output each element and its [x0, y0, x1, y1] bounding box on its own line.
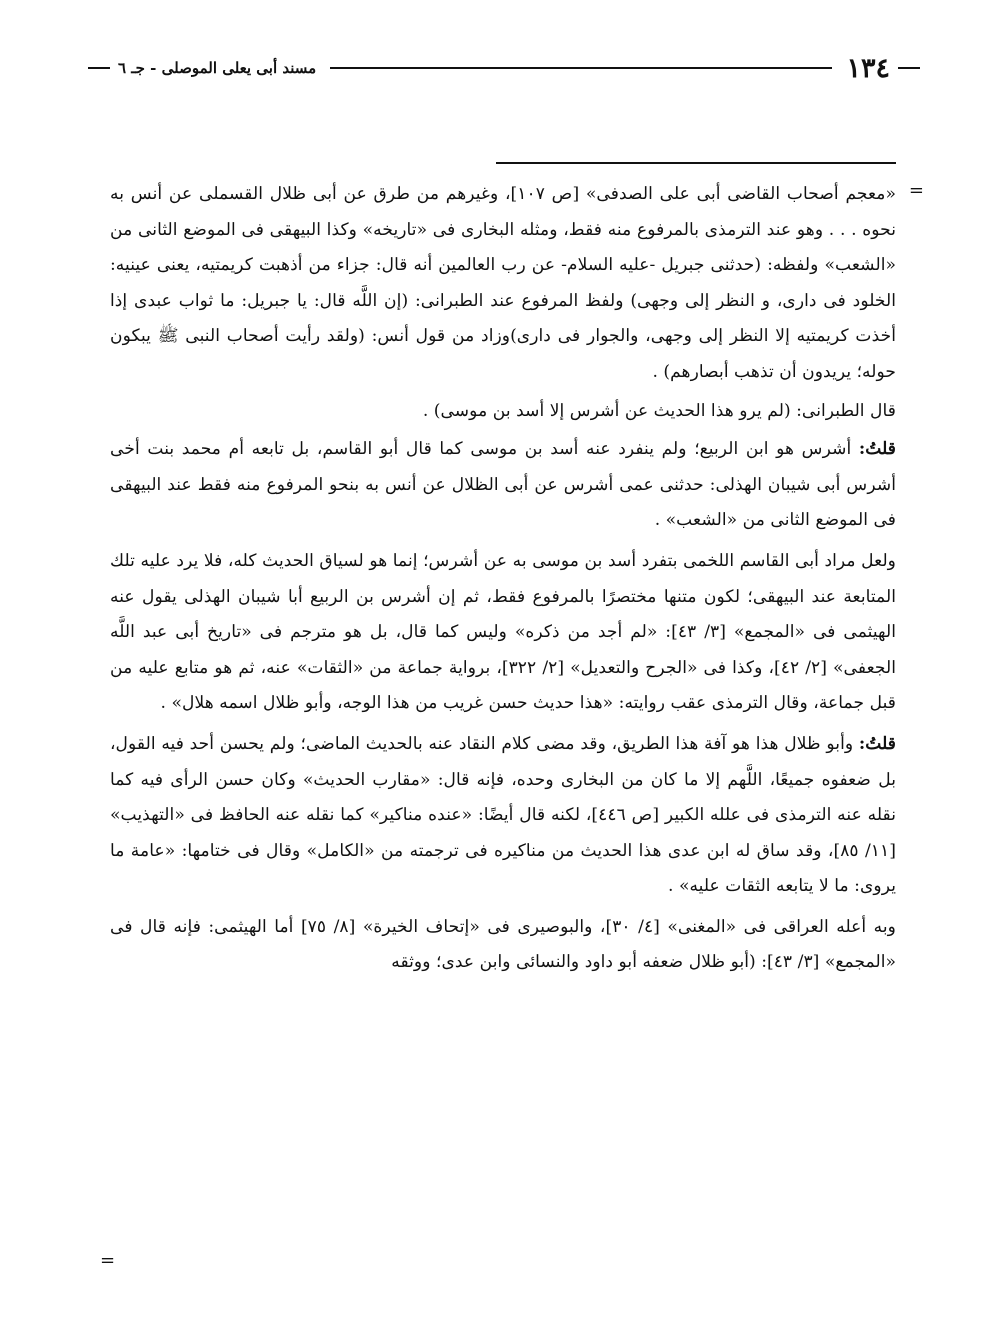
qult-label: قلتُ:	[858, 439, 896, 460]
continuation-mark-end: =	[100, 1250, 116, 1271]
continuation-mark-start: =	[908, 180, 924, 201]
paragraph	[110, 727, 896, 905]
header-dash-left	[88, 67, 110, 69]
page-number: ١٣٤	[846, 52, 890, 84]
paragraph-body: أشرس هو ابن الربيع؛ ولم ينفرد عنه أسد بن موسى كما قال أبو القاسم، بل تابعه أم محمد بنت أخى أشرس أبى شيبان الهذلى: حدثنى عمى أشرس عن أبى الظلال عن أنس به بنحو المرفوع منه فقط عند البيهقى فى الموضع الثانى من «الشعب» .	[110, 439, 896, 531]
paragraph: ولعل مراد أبى القاسم اللخمى بتفرد أسد بن موسى به عن أشرس؛ إنما هو لسياق الحديث كله، فلا يرد عليه تلك المتابعة عند البيهقى؛ لكون متنها مختصرًا بالمرفوع فقط، ثم إن أشرس بن الربيع أبا شيبان الهذلى يقول عنه الهيثمى فى «المجمع» [٣/ ٤٣]: «لم أجد من ذكره» وليس كما قال، بل هو مترجم فى «تاريخ أبى عبد اللَّه الجعفى» [٢/ ٤٢]، وكذا فى «الجرح والتعديل» [٢/ ٣٢٢]، برواية جماعة من «الثقات» عنه، ثم هو متابع عليه من قبل جماعة، وقال الترمذى عقب روايته: «هذا حديث حسن غريب من هذا الوجه، وأبو ظلال اسمه هلال» .	[110, 550, 896, 714]
page-header	[88, 48, 920, 88]
qult-label: قلتُ:	[858, 733, 896, 754]
header-rule	[330, 67, 832, 69]
footnote-separator	[496, 162, 896, 164]
paragraph: وبه أعله العراقى فى «المغنى» [٤/ ٣٠]، والبوصيرى فى «إتحاف الخيرة» [٨/ ٧٥] أما الهيثمى: فإنه قال فى «المجمع» [٣/ ٤٣]: (أبو ظلال ضعفه أبو داود والنسائى وابن عدى؛ ووثقه	[110, 916, 896, 973]
paragraph	[110, 432, 896, 539]
paragraph: «معجم أصحاب القاضى أبى على الصدفى» [ص ١٠٧]، وغيرهم من طرق عن أبى ظلال القسملى عن أنس به نحوه . . . وهو عند الترمذى بالمرفوع منه فقط، ومثله البخارى فى «تاريخه» وكذا البيهقى فى الموضع الثانى من «الشعب» ولفظه: (حدثنى جبريل -عليه السلام- عن رب العالمين أنه قال: جزاء من أذهبت كريمتيه، يعنى عينيه: الخلود فى دارى، و النظر إلى وجهى) ولفظ المرفوع عند الطبرانى: (إن اللَّه قال: يا جبريل: ما ثواب عبدى إذا أخذت كريمتيه إلا النظر إلى وجهى، والجوار فى دارى)وزاد من قول أنس: (ولقد رأيت أصحاب النبى ﷺ يبكون حوله؛ يريدون أن تذهب أبصارهم) .	[110, 184, 896, 382]
paragraph: قال الطبرانى: (لم يرو هذا الحديث عن أشرس إلا أسد بن موسى) .	[422, 400, 896, 421]
header-dash-right	[898, 67, 920, 69]
paragraph-body: وأبو ظلال هذا هو آفة هذا الطريق، وقد مضى كلام النقاد عنه بالحديث الماضى؛ ولم يحسن أحد فيه القول، بل ضعفوه جميعًا، اللَّهم إلا ما كان من البخارى وحده، فإنه قال: «مقارب الحديث» وكان حسن الرأى فيه كما نقله عنه الترمذى فى علله الكبير [ص ٤٤٦]، لكنه قال أيضًا: «عنده مناكير» كما نقله عنه الحافظ فى «التهذيب» [١١/ ٨٥]، وقد ساق له ابن عدى هذا الحديث من مناكيره فى ترجمته من «الكامل» وقال فى ختامها: «عامة ما يروى: ما لا يتابعه الثقات عليه» .	[110, 733, 896, 897]
book-title: مسند أبى يعلى الموصلى - جـ ٦	[118, 59, 317, 77]
footnote-text	[110, 177, 896, 986]
